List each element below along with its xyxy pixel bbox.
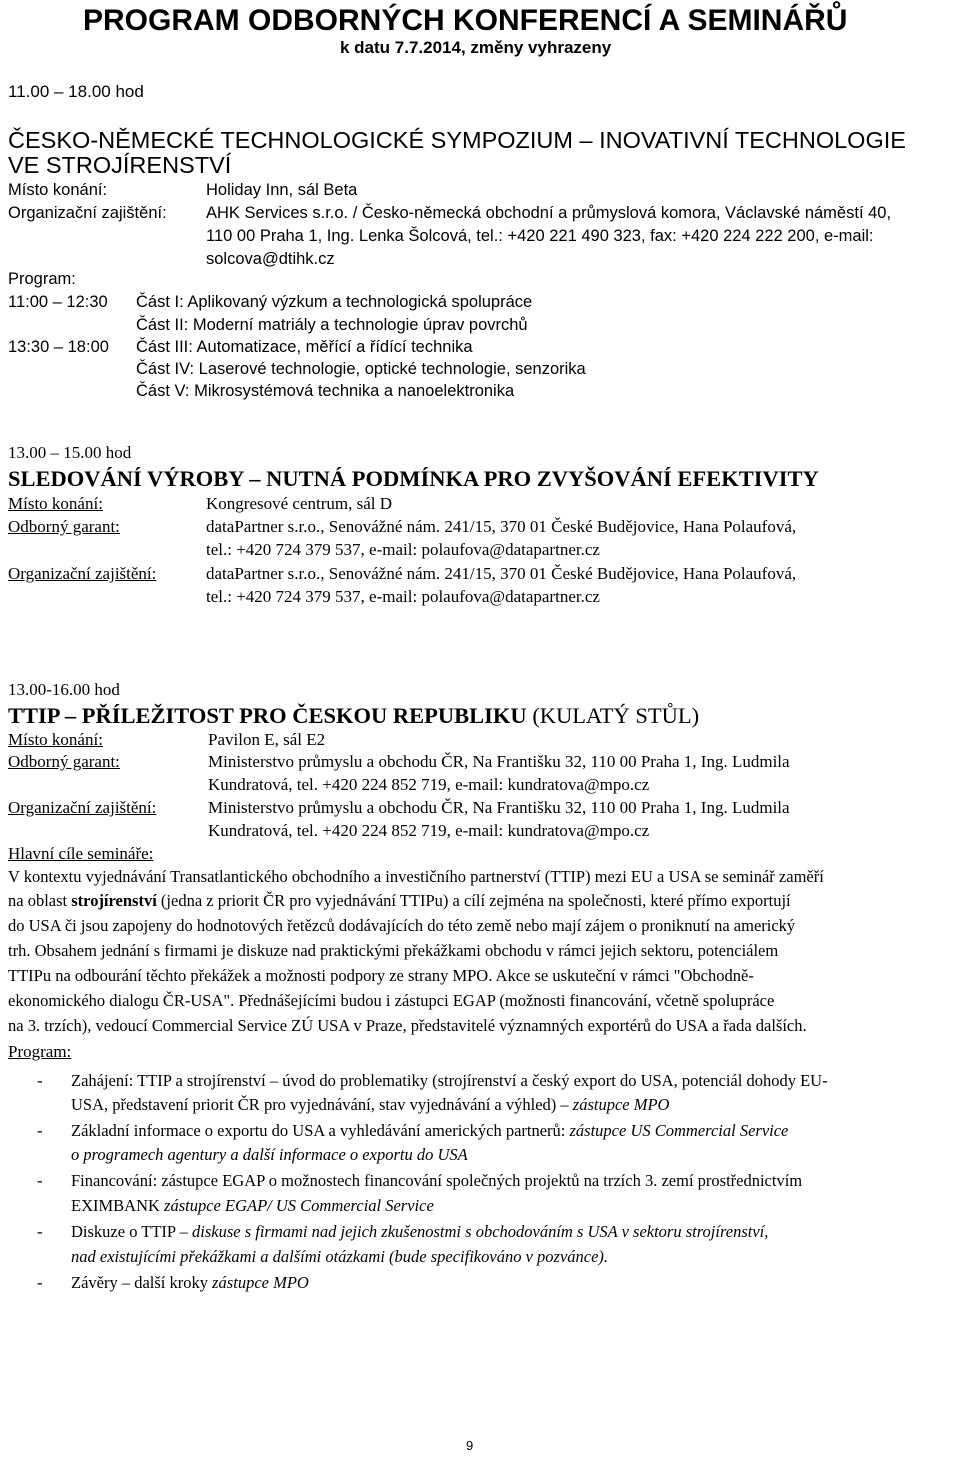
event-title-note: (KULATÝ STŮL) (526, 703, 700, 728)
goals-text: (jedna z priorit ČR pro vyjednávání TTIPu) a cílí zejména na společnosti, které přímo exportují (156, 891, 791, 910)
venue-label: Místo konání: (8, 181, 108, 199)
program-item-text: Základní informace o exportu do USA a vyhledávání amerických partnerů: (71, 1121, 570, 1140)
venue-value: Holiday Inn, sál Beta (206, 181, 358, 199)
program-item (71, 1120, 788, 1142)
program-part: Část V: Mikrosystémová technika a nanoelektronika (136, 382, 515, 400)
organizer-line: Ministerstvo průmyslu a obchodu ČR, Na Františku 32, 110 00 Praha 1, Ing. Ludmila (208, 798, 790, 817)
venue-value: Kongresové centrum, sál D (206, 494, 393, 513)
page-subtitle: k datu 7.7.2014, změny vyhrazeny (340, 38, 612, 57)
organizer-email: solcova@dtihk.cz (206, 250, 335, 268)
program-part: Část III: Automatizace, měřící a řídící technika (136, 338, 473, 356)
program-slot-time: 11:00 – 12:30 (8, 293, 108, 311)
program-item-text: EXIMBANK (71, 1196, 165, 1215)
program-item-note: diskuse s firmami nad jejich zkušenostmi s obchodováním s USA v sektoru strojírenství, (192, 1222, 769, 1241)
organizer-line: Kundratová, tel. +420 224 852 719, e-mail: kundratova@mpo.cz (208, 821, 650, 840)
venue-value: Pavilon E, sál E2 (208, 730, 326, 749)
goals-label: Hlavní cíle semináře: (8, 844, 154, 863)
event-title-continued: VE STROJÍRENSTVÍ (8, 152, 232, 178)
guarantor-line: Ministerstvo průmyslu a obchodu ČR, Na Františku 32, 110 00 Praha 1, Ing. Ludmila (208, 752, 790, 771)
goals-line: ekonomického dialogu ČR-USA". Přednášejícími budou i zástupci EGAP (možnosti financování, včetně spolupráce (8, 991, 775, 1010)
event-title (8, 702, 699, 730)
guarantor-line: tel.: +420 724 379 537, e-mail: polaufova@datapartner.cz (206, 540, 600, 559)
program-item-bullet: - (37, 1121, 43, 1140)
program-item-speaker: zástupce US Commercial Service (569, 1121, 789, 1140)
program-item (71, 1221, 768, 1243)
event-time: 13.00 – 15.00 hod (8, 443, 132, 462)
program-item (71, 1272, 309, 1294)
goals-line: V kontextu vyjednávání Transatlantického obchodního a investičního partnerství (TTIP) mezi EU a USA se seminář zaměří (8, 867, 824, 886)
program-label: Program: (8, 270, 76, 288)
event-title-main: TTIP – PŘÍLEŽITOST PRO ČESKOU REPUBLIKU (8, 703, 527, 728)
goals-line (8, 890, 791, 912)
venue-label: Místo konání: (8, 494, 103, 513)
program-label: Program: (8, 1042, 72, 1061)
venue-label: Místo konání: (8, 730, 103, 749)
organizer-line: tel.: +420 724 379 537, e-mail: polaufova@datapartner.cz (206, 587, 600, 606)
program-item-text: Diskuze o TTIP – (71, 1222, 192, 1241)
program-item-continued: nad existujícími překážkami a dalšími otázkami (bude specifikováno v pozvánce). (71, 1247, 609, 1266)
guarantor-label: Odborný garant: (8, 517, 120, 536)
page-title: PROGRAM ODBORNÝCH KONFERENCÍ A SEMINÁŘŮ (83, 4, 848, 37)
organizer-line: dataPartner s.r.o., Senovážné nám. 241/15, 370 01 České Budějovice, Hana Polaufová, (206, 564, 797, 583)
program-item-continued (71, 1094, 669, 1116)
program-item-text: USA, představení priorit ČR pro vyjednávání, stav vyjednávání a výhled) – (71, 1095, 573, 1114)
goals-line: TTIPu na odbourání těchto překážek a možnosti podpory ze strany MPO. Akce se uskuteční v rámci "Obchodně- (8, 966, 754, 985)
event-title: SLEDOVÁNÍ VÝROBY – NUTNÁ PODMÍNKA PRO ZVYŠOVÁNÍ EFEKTIVITY (8, 466, 819, 491)
goals-text: na oblast (8, 891, 72, 910)
program-item-speaker: zástupce MPO (212, 1273, 309, 1292)
program-item-bullet: - (37, 1273, 43, 1292)
program-part: Část II: Moderní matriály a technologie úprav povrchů (136, 316, 528, 334)
organizer-line: AHK Services s.r.o. / Česko-německá obchodní a průmyslová komora, Václavské náměstí 40, (206, 204, 892, 222)
guarantor-line: dataPartner s.r.o., Senovážné nám. 241/15, 370 01 České Budějovice, Hana Polaufová, (206, 517, 797, 536)
program-part: Část I: Aplikovaný výzkum a technologická spolupráce (136, 293, 533, 311)
program-item-bullet: - (37, 1222, 43, 1241)
goals-line: trh. Obsahem jednání s firmami je diskuze nad praktickými překážkami obchodu v rámci jejich sektoru, potenciálem (8, 941, 779, 960)
program-item-speaker: zástupce EGAP/ US Commercial Service (164, 1196, 434, 1215)
guarantor-label: Odborný garant: (8, 752, 120, 771)
program-item-bullet: - (37, 1071, 43, 1090)
organizer-line: 110 00 Praha 1, Ing. Lenka Šolcová, tel.: +420 221 490 323, fax: +420 224 222 200, e-mail: (206, 227, 874, 245)
program-part: Část IV: Laserové technologie, optické technologie, senzorika (136, 360, 586, 378)
organizer-label: Organizační zajištění: (8, 564, 157, 583)
guarantor-line: Kundratová, tel. +420 224 852 719, e-mail: kundratova@mpo.cz (208, 775, 650, 794)
program-item-bullet: - (37, 1171, 43, 1190)
page-number: 9 (466, 1438, 474, 1453)
program-item-continued: o programech agentury a další informace o exportu do USA (71, 1145, 468, 1164)
goals-line: do USA či jsou zapojeny do hodnotových řetězců dodávajících do této země nebo mají zájem o proniknutí na americký (8, 916, 796, 935)
program-item-text: Závěry – další kroky (71, 1273, 213, 1292)
program-item: Financování: zástupce EGAP o možnostech financování společných projektů na trzích 3. zemí prostřednictvím (71, 1171, 803, 1190)
organizer-label: Organizační zajištění: (8, 204, 167, 222)
event-time: 11.00 – 18.00 hod (8, 82, 144, 101)
goals-line: na 3. trzích), vedoucí Commercial Service ZÚ USA v Praze, představitelé významných exportérů do USA a řada dalších. (8, 1016, 807, 1035)
event-title: ČESKO-NĚMECKÉ TECHNOLOGICKÉ SYMPOZIUM – INOVATIVNÍ TECHNOLOGIE (8, 127, 906, 153)
organizer-label: Organizační zajištění: (8, 798, 157, 817)
goals-highlight: strojírenství (71, 891, 157, 910)
program-item-continued (71, 1195, 434, 1217)
program-slot-time: 13:30 – 18:00 (8, 338, 109, 356)
program-item-speaker: zástupce MPO (572, 1095, 670, 1114)
program-item: Zahájení: TTIP a strojírenství – úvod do problematiky (strojírenství a český export do USA, potenciál dohody EU- (71, 1071, 828, 1090)
event-time: 13.00-16.00 hod (8, 680, 120, 699)
